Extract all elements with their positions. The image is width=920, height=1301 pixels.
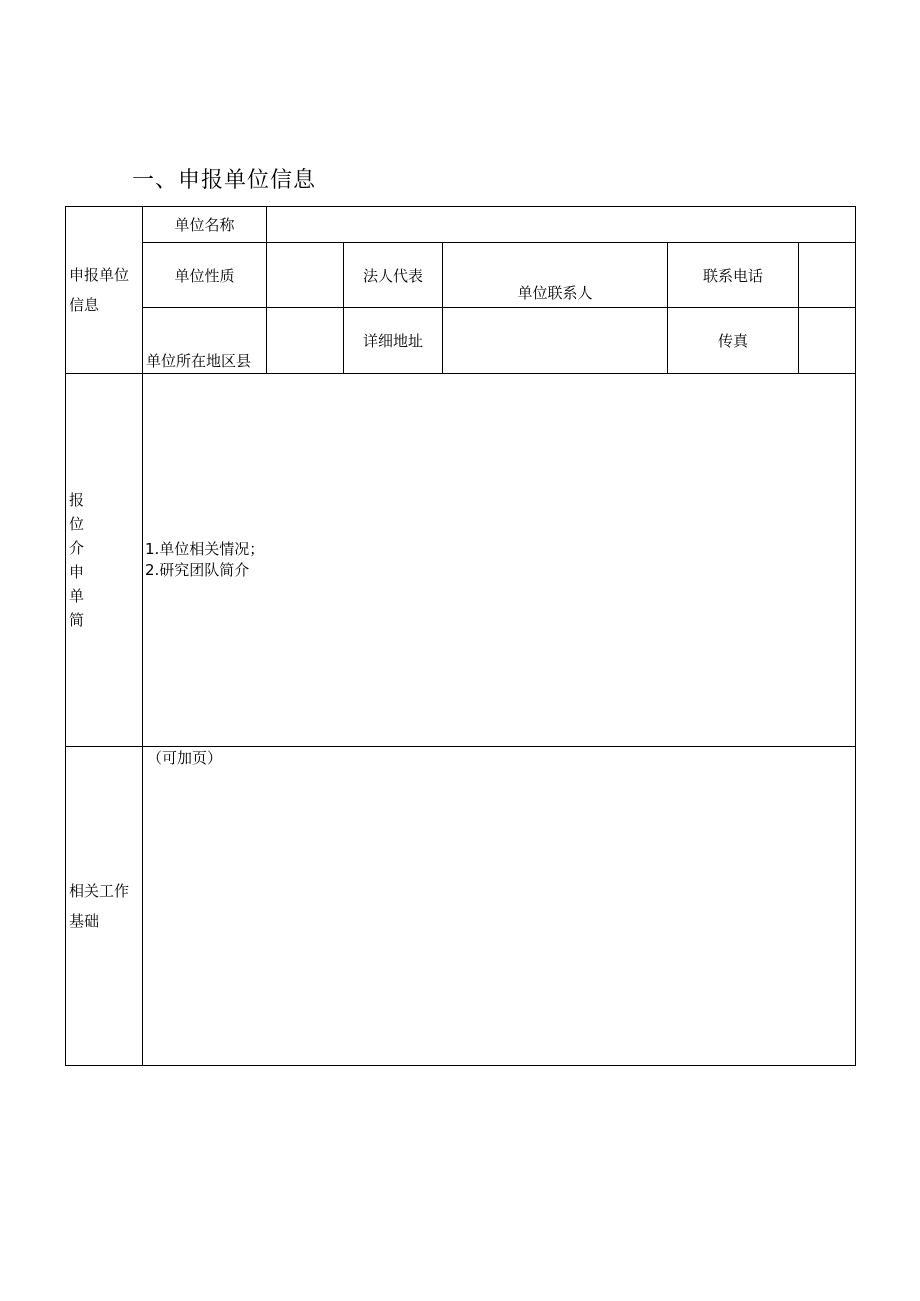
unit-name-label: 单位名称 — [143, 207, 267, 243]
unit-intro-side-label: 报位介申单简 — [66, 374, 143, 747]
fax-label: 传真 — [668, 308, 799, 374]
legal-rep-label: 法人代表 — [344, 243, 443, 308]
unit-nature-value[interactable] — [267, 243, 344, 308]
section-title: 一、申报单位信息 — [132, 168, 317, 193]
address-label: 详细地址 — [344, 308, 443, 374]
region-label: 单位所在地区县 — [143, 308, 267, 374]
work-basis-content[interactable] — [143, 747, 856, 1066]
unit-nature-label: 单位性质 — [143, 243, 267, 308]
work-basis-side-label: 相关工作基础 — [66, 747, 143, 1066]
unit-intro-content[interactable] — [143, 374, 856, 747]
intro-line-unit-situation: 1.单位相关情况； — [145, 540, 265, 558]
region-value[interactable] — [267, 308, 344, 374]
unit-info-side-label: 申报单位信息 — [66, 207, 143, 374]
contact-person-label: 单位联系人 — [443, 243, 668, 308]
fax-value[interactable] — [799, 308, 856, 374]
address-value[interactable] — [443, 308, 668, 374]
unit-name-value[interactable] — [267, 207, 856, 243]
application-form-table — [65, 206, 856, 1066]
add-pages-note: （可加页） — [147, 749, 223, 767]
intro-line-team-profile: 2.研究团队简介 — [145, 561, 250, 579]
phone-value[interactable] — [799, 243, 856, 308]
phone-label: 联系电话 — [668, 243, 799, 308]
